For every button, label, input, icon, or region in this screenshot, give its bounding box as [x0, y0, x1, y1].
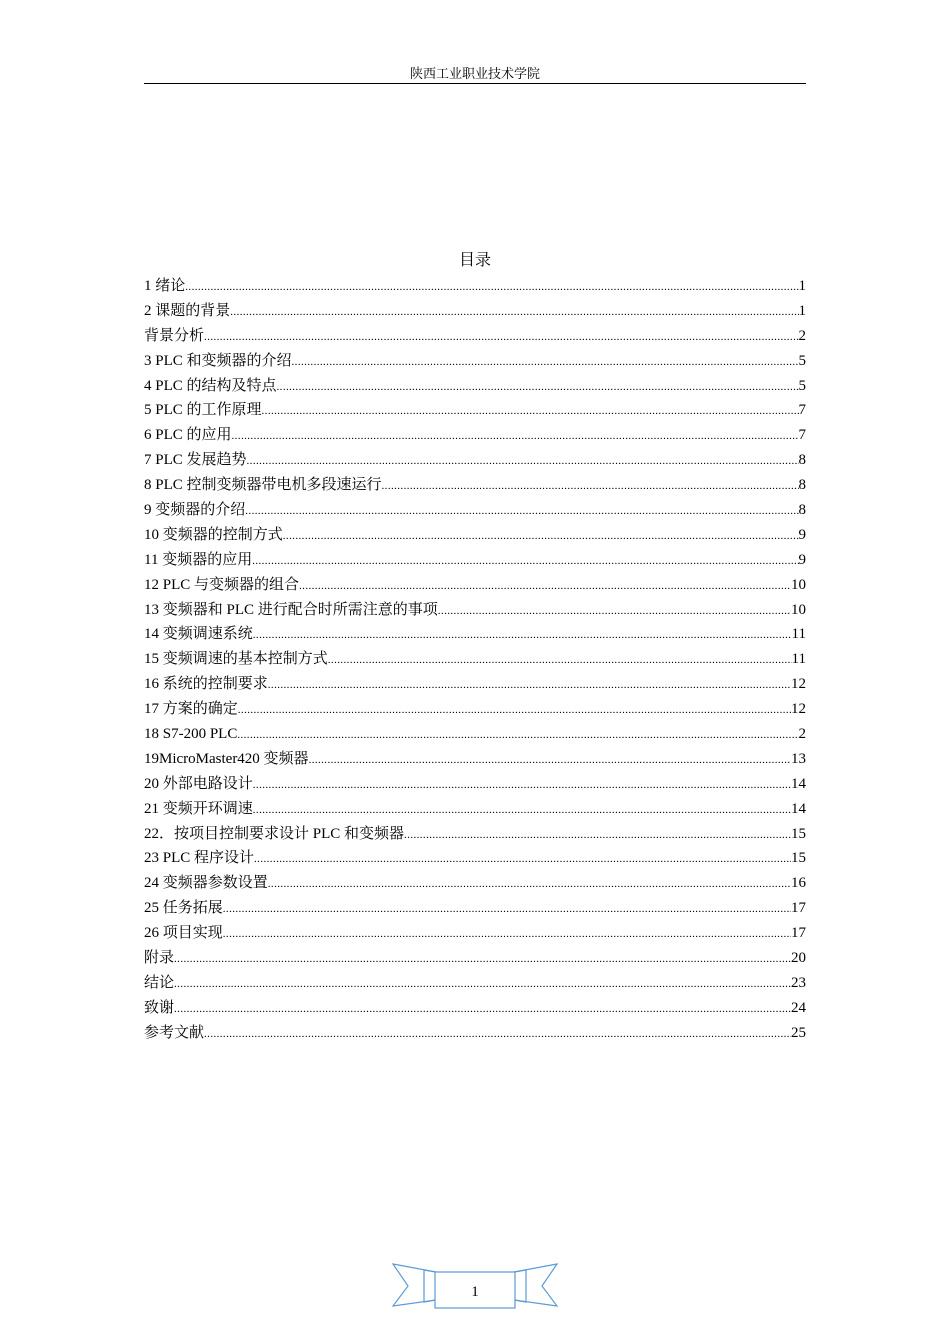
toc-entry-page: 5 [798, 377, 806, 394]
toc-entry-page: 16 [791, 875, 806, 892]
toc-entry[interactable] [144, 848, 806, 873]
toc-entry-label: 18 S7-200 PLC [144, 726, 238, 743]
toc-entry-page: 13 [791, 750, 806, 767]
toc-entry-label: 26 项目实现 [144, 925, 223, 942]
toc-entry-page: 10 [791, 576, 806, 593]
toc-dot-leader [223, 924, 791, 944]
toc-entry[interactable] [144, 450, 806, 475]
toc-entry-page: 11 [791, 626, 806, 643]
toc-entry-label: 22．按项目控制要求设计 PLC 和变频器 [144, 825, 405, 842]
toc-dot-leader [252, 551, 798, 571]
toc-entry-page: 24 [791, 999, 806, 1016]
page-header: 陕西工业职业技术学院 [409, 66, 540, 81]
toc-entry[interactable] [144, 699, 806, 724]
toc-dot-leader [404, 825, 791, 845]
toc-entry-label: 11 变频器的应用 [144, 551, 253, 568]
toc-dot-leader [283, 526, 799, 546]
toc-entry-label: 9 变频器的介绍 [144, 502, 246, 519]
toc-entry-page: 15 [791, 825, 806, 842]
toc-entry[interactable] [144, 774, 806, 799]
toc-dot-leader [438, 601, 791, 621]
toc-entry-page: 17 [791, 925, 806, 942]
toc-entry-label: 17 方案的确定 [144, 701, 238, 718]
toc-entry-page: 12 [791, 676, 806, 693]
toc-entry-label: 3 PLC 和变频器的介绍 [144, 352, 292, 369]
toc-entry[interactable] [144, 674, 806, 699]
toc-dot-leader [245, 501, 798, 521]
toc-dot-leader [253, 800, 791, 820]
toc-entry-page: 20 [791, 950, 806, 967]
header-rule [144, 83, 806, 84]
toc-entry-page: 1 [798, 302, 806, 319]
table-of-contents [144, 276, 806, 1048]
toc-dot-leader [268, 675, 791, 695]
toc-entry-page: 10 [791, 601, 806, 618]
toc-entry[interactable] [144, 624, 806, 649]
toc-dot-leader [262, 401, 799, 421]
toc-entry-label: 附录 [144, 950, 175, 967]
toc-dot-leader [204, 327, 798, 347]
toc-entry-page: 11 [791, 651, 806, 668]
toc-entry-page: 8 [798, 452, 806, 469]
toc-entry-label: 致谢 [144, 999, 175, 1016]
toc-dot-leader [328, 650, 792, 670]
toc-dot-leader [247, 451, 799, 471]
toc-entry[interactable] [144, 400, 806, 425]
toc-entry-label: 4 PLC 的结构及特点 [144, 377, 277, 394]
toc-entry-page: 9 [798, 526, 806, 543]
toc-entry-page: 25 [791, 1024, 806, 1041]
toc-entry-label: 6 PLC 的应用 [144, 427, 232, 444]
toc-entry[interactable] [144, 973, 806, 998]
toc-entry-label: 7 PLC 发展趋势 [144, 452, 247, 469]
toc-entry-label: 背景分析 [144, 327, 205, 344]
toc-entry-page: 14 [791, 800, 806, 817]
toc-entry[interactable] [144, 475, 806, 500]
toc-entry-page: 17 [791, 900, 806, 917]
toc-entry-page: 14 [791, 775, 806, 792]
toc-dot-leader [253, 775, 791, 795]
toc-entry[interactable] [144, 799, 806, 824]
toc-dot-leader [292, 352, 799, 372]
toc-entry-page: 8 [798, 477, 806, 494]
toc-entry-label: 19MicroMaster420 变频器 [144, 750, 309, 767]
toc-entry-label: 5 PLC 的工作原理 [144, 402, 262, 419]
toc-entry[interactable] [144, 376, 806, 401]
toc-entry[interactable] [144, 550, 806, 575]
toc-entry-label: 16 系统的控制要求 [144, 676, 268, 693]
toc-entry-label: 10 变频器的控制方式 [144, 526, 283, 543]
toc-entry[interactable] [144, 948, 806, 973]
toc-dot-leader [299, 576, 791, 596]
toc-entry-label: 12 PLC 与变频器的组合 [144, 576, 300, 593]
toc-entry[interactable] [144, 525, 806, 550]
toc-dot-leader [268, 874, 791, 894]
toc-entry[interactable] [144, 326, 806, 351]
toc-entry-label: 24 变频器参数设置 [144, 875, 268, 892]
toc-dot-leader [277, 377, 799, 397]
toc-dot-leader [174, 999, 791, 1019]
toc-entry-label: 20 外部电路设计 [144, 775, 253, 792]
toc-dot-leader [237, 725, 798, 745]
toc-entry[interactable] [144, 500, 806, 525]
toc-entry-label: 8 PLC 控制变频器带电机多段速运行 [144, 477, 382, 494]
toc-entry-page: 12 [791, 701, 806, 718]
toc-entry-page: 5 [798, 352, 806, 369]
toc-dot-leader [174, 974, 791, 994]
toc-entry-page: 2 [798, 327, 806, 344]
toc-entry-page: 15 [791, 850, 806, 867]
toc-entry[interactable] [144, 998, 806, 1023]
toc-entry[interactable] [144, 824, 806, 849]
toc-entry-label: 15 变频调速的基本控制方式 [144, 651, 328, 668]
toc-entry[interactable] [144, 600, 806, 625]
toc-dot-leader [185, 277, 798, 297]
toc-dot-leader [238, 700, 791, 720]
toc-entry[interactable] [144, 1023, 806, 1048]
toc-entry-label: 13 变频器和 PLC 进行配合时所需注意的事项 [144, 601, 438, 618]
toc-dot-leader [232, 426, 799, 446]
toc-entry-page: 7 [798, 427, 806, 444]
toc-entry-label: 23 PLC 程序设计 [144, 850, 255, 867]
toc-entry-page: 8 [798, 502, 806, 519]
toc-entry-label: 14 变频调速系统 [144, 626, 253, 643]
toc-entry-label: 2 课题的背景 [144, 302, 231, 319]
toc-entry[interactable] [144, 649, 806, 674]
toc-dot-leader [223, 899, 791, 919]
toc-entry[interactable] [144, 749, 806, 774]
toc-entry[interactable] [144, 276, 806, 301]
toc-entry[interactable] [144, 575, 806, 600]
toc-entry[interactable] [144, 351, 806, 376]
toc-entry-label: 25 任务拓展 [144, 900, 223, 917]
toc-dot-leader [253, 625, 792, 645]
toc-entry[interactable] [144, 301, 806, 326]
toc-entry[interactable] [144, 425, 806, 450]
toc-entry-page: 7 [798, 402, 806, 419]
toc-dot-leader [204, 1024, 791, 1044]
toc-dot-leader [254, 849, 791, 869]
toc-dot-leader [309, 750, 791, 770]
toc-entry[interactable] [144, 898, 806, 923]
page-number: 1 [471, 1284, 479, 1300]
toc-dot-leader [382, 476, 799, 496]
toc-entry[interactable] [144, 923, 806, 948]
toc-entry[interactable] [144, 724, 806, 749]
toc-entry-label: 结论 [144, 974, 175, 991]
toc-dot-leader [230, 302, 798, 322]
toc-entry-page: 1 [798, 278, 806, 294]
toc-entry-page: 2 [798, 726, 806, 743]
toc-dot-leader [174, 949, 791, 969]
toc-entry-label: 参考文献 [144, 1024, 205, 1041]
toc-entry[interactable] [144, 873, 806, 898]
toc-entry-page: 23 [791, 974, 806, 991]
toc-entry-label: 21 变频开环调速 [144, 800, 253, 817]
toc-entry-label: 1 绪论 [144, 278, 186, 294]
toc-entry-page: 9 [798, 551, 806, 568]
toc-title: 目录 [458, 252, 491, 269]
